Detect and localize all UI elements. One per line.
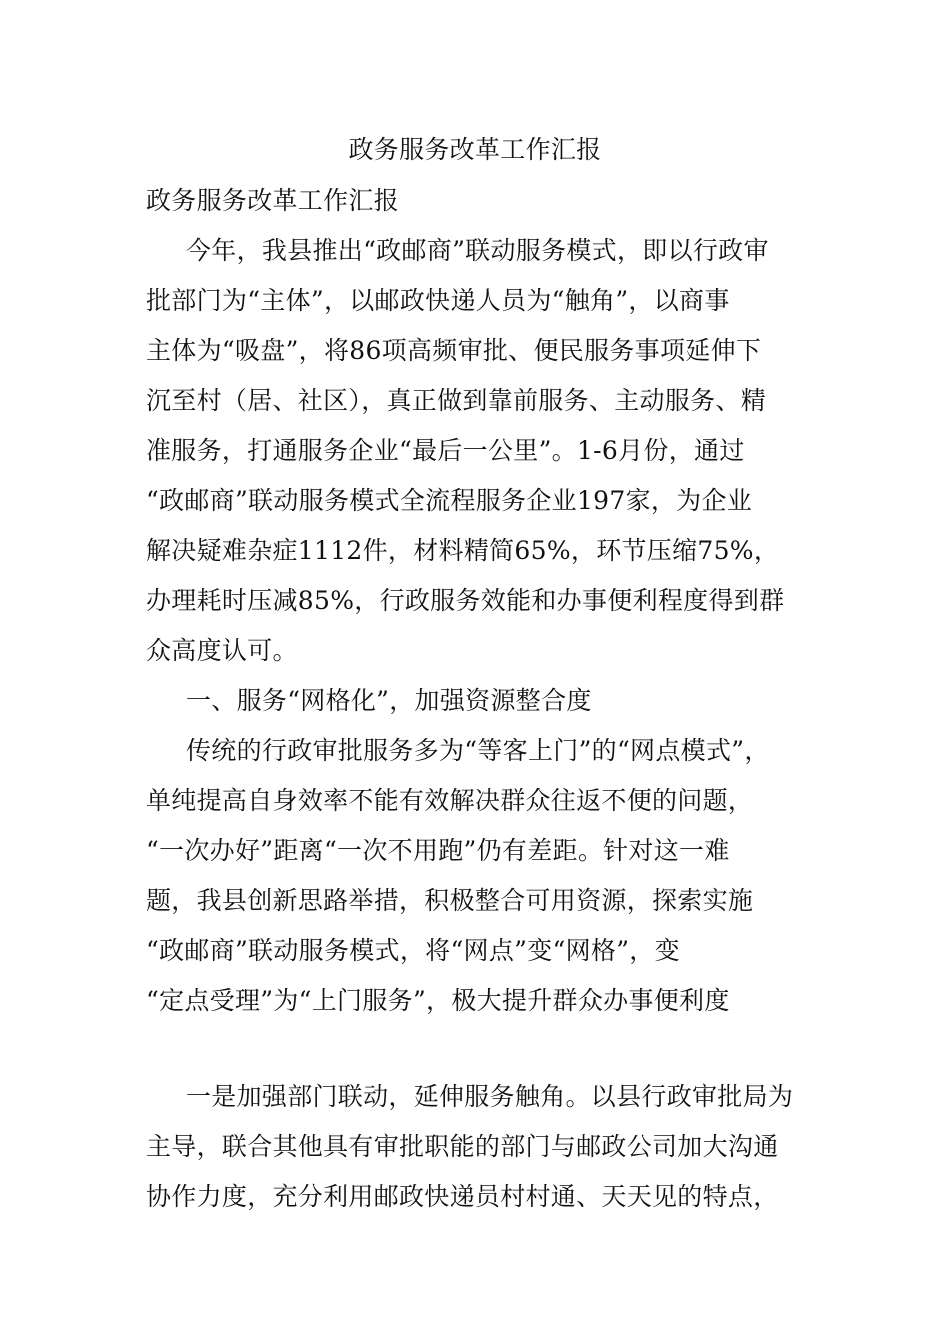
document-subtitle: 政务服务改革工作汇报: [146, 186, 400, 215]
paragraph-line: “定点受理”为“上门服务”，极大提升群众办事便利度: [146, 986, 730, 1015]
paragraph-line: 主导，联合其他具有审批职能的部门与邮政公司加大沟通: [146, 1132, 779, 1161]
paragraph-line: 协作力度，充分利用邮政快递员村村通、天天见的特点，: [146, 1182, 779, 1211]
paragraph-line: 今年，我县推出“政邮商”联动服务模式，即以行政审: [186, 236, 769, 265]
paragraph-line: 众高度认可。: [146, 636, 298, 665]
paragraph-line: “一次办好”距离“一次不用跑”仍有差距。针对这一难: [146, 836, 730, 865]
paragraph-line: 沉至村（居、社区），真正做到靠前服务、主动服务、精: [146, 386, 767, 415]
paragraph-line: 主体为“吸盘”，将86项高频审批、便民服务事项延伸下: [146, 336, 762, 365]
paragraph-line: 批部门为“主体”，以邮政快递人员为“触角”，以商事: [146, 286, 730, 315]
paragraph-line: “政邮商”联动服务模式，将“网点”变“网格”，变: [146, 936, 680, 965]
paragraph-line: 传统的行政审批服务多为“等客上门”的“网点模式”，: [186, 736, 770, 765]
paragraph-line: 一是加强部门联动，延伸服务触角。以县行政审批局为: [186, 1082, 794, 1111]
paragraph-line: “政邮商”联动服务模式全流程服务企业197家，为企业: [146, 486, 753, 515]
paragraph-line: 办理耗时压减85%，行政服务效能和办事便利程度得到群: [146, 586, 785, 615]
paragraph-line: 题，我县创新思路举措，积极整合可用资源，探索实施: [146, 886, 754, 915]
document-title: 政务服务改革工作汇报: [348, 135, 602, 164]
paragraph-line: 单纯提高自身效率不能有效解决群众往返不便的问题，: [146, 786, 754, 815]
paragraph-line: 解决疑难杂症1112件，材料精简65%，环节压缩75%，: [146, 536, 780, 565]
section-heading: 一、服务“网格化”，加强资源整合度: [186, 686, 592, 715]
paragraph-line: 准服务，打通服务企业“最后一公里”。1-6月份，通过: [146, 436, 745, 465]
